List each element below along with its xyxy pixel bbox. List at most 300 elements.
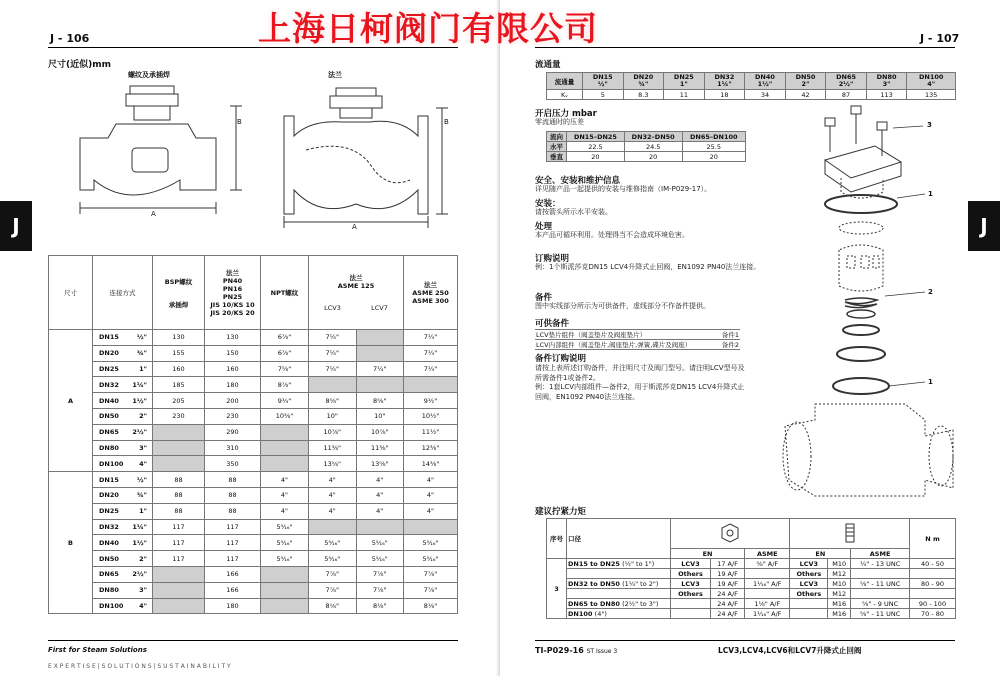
install-title: 安装： [535, 199, 561, 209]
footer-rule [48, 640, 458, 641]
dims-cell-size: DN25 1" [93, 361, 153, 377]
flow-row-label: 流通量 [547, 73, 583, 90]
th-lcv7: LCV7 [371, 304, 388, 312]
dims-cell: 11⅜" [309, 440, 357, 456]
th-asme-2: ASME [851, 549, 910, 559]
dims-cell: 117 [205, 519, 261, 535]
dims-cell: 10⅞" [356, 424, 404, 440]
dims-cell: 4" [309, 472, 357, 488]
torque-size [567, 589, 671, 599]
torque-cell: Others [790, 589, 828, 599]
dims-row [49, 472, 458, 488]
torque-size [567, 569, 671, 579]
spares-order-text: 请按上表所述订购备件，并注明尺寸及阀门型号。请注明LCV型号及所需备件1或备件2。 [535, 364, 745, 382]
torque-cell [910, 569, 956, 579]
page-number-left: J - 106 [50, 32, 90, 45]
dims-cell: 205 [153, 393, 205, 409]
torque-cell [790, 599, 828, 609]
flow-title: 流通量 [535, 60, 561, 70]
torque-cell: M16 [828, 609, 851, 619]
dims-cell: 88 [205, 472, 261, 488]
dims-cell [309, 377, 357, 393]
open-cell: 25.5 [682, 142, 745, 152]
torque-row [547, 579, 956, 589]
torque-cell: ⅝" - 11 UNC [851, 579, 910, 589]
dims-cell: 117 [153, 551, 205, 567]
dims-cell-size: DN100 4" [93, 598, 153, 614]
dims-cell: 290 [205, 424, 261, 440]
th-en-2: EN [790, 549, 851, 559]
footer-code: TI-P029-16 ST Issue 3 [535, 646, 618, 655]
spares-text: 图中实线部分所示为可供备件，虚线部分不作备件提供。 [535, 302, 710, 310]
dims-cell: 5⁵⁄₁₆" [261, 551, 309, 567]
open-head-cell: DN32–DN50 [624, 132, 682, 142]
dims-cell [261, 440, 309, 456]
th-bsp: BSP螺纹 承插焊 [153, 256, 205, 330]
dims-row [49, 393, 458, 409]
dims-cell-size: DN20 ¾" [93, 345, 153, 361]
kv-cell: 34 [745, 90, 786, 100]
flow-size-cell: DN80 3" [866, 73, 907, 90]
dim-b-label-1: B [237, 118, 242, 126]
dims-cell: 4" [309, 487, 357, 503]
dims-cell: 185 [153, 377, 205, 393]
flow-size-cell: DN50 2" [785, 73, 826, 90]
kv-label: Kᵥ [547, 90, 583, 100]
kv-cell: 113 [866, 90, 907, 100]
dims-cell: 7¼" [309, 361, 357, 377]
disposal-text: 本产品可循环利用。处理得当不会造成环境危害。 [535, 231, 689, 239]
dims-cell: 5⁵⁄₁₆" [404, 551, 458, 567]
dims-cell-size: DN80 3" [93, 440, 153, 456]
dims-cell: 8⅛" [356, 598, 404, 614]
dims-cell: 13⅝" [356, 456, 404, 472]
torque-cell [851, 569, 910, 579]
dims-cell: 130 [153, 330, 205, 346]
dims-cell: 117 [205, 535, 261, 551]
th-nm: N m [910, 519, 956, 559]
section-tab-left: J [0, 201, 32, 251]
torque-size: DN100 (4") [567, 609, 671, 619]
dims-cell: 4" [356, 487, 404, 503]
dims-cell: 88 [205, 503, 261, 519]
kv-cell: 5 [583, 90, 624, 100]
dims-row [49, 440, 458, 456]
torque-cell: 1¹⁄₁₆" A/F [745, 609, 790, 619]
dims-cell-size: DN65 2½" [93, 424, 153, 440]
dims-row [49, 566, 458, 582]
dims-cell-size: DN40 1½" [93, 393, 153, 409]
torque-cell: M12 [828, 589, 851, 599]
dims-cell: 310 [205, 440, 261, 456]
dims-cell: 155 [153, 345, 205, 361]
flow-size-cell: DN32 1¼" [704, 73, 745, 90]
dims-cell: 5⁵⁄₁₆" [261, 519, 309, 535]
spare-row-2-desc: LCV内部组件（阀盖垫片,阀座垫片,弹簧,碟片及阀座） [535, 340, 718, 350]
torque-row [547, 609, 956, 619]
callout-2: 2 [928, 288, 933, 296]
right-page [500, 0, 1000, 676]
dims-cell: 11⅜" [356, 440, 404, 456]
dims-cell-size: DN15 ½" [93, 330, 153, 346]
dims-row [49, 598, 458, 614]
dims-cell [153, 440, 205, 456]
kv-cell: 18 [704, 90, 745, 100]
th-nut-icon-cell [671, 519, 790, 549]
page-number-right: J - 107 [920, 32, 960, 45]
torque-cell: 17 A/F [711, 559, 745, 569]
dims-row [49, 503, 458, 519]
torque-cell: LCV3 [671, 579, 711, 589]
torque-cell: LCV3 [671, 559, 711, 569]
dims-cell: 10" [309, 408, 357, 424]
dims-cell: 5⁵⁄₁₆" [404, 535, 458, 551]
torque-cell: Others [671, 569, 711, 579]
dims-cell: 8⅝" [356, 393, 404, 409]
dims-cell [404, 377, 458, 393]
dims-cell: 7¼" [309, 345, 357, 361]
callout-3: 3 [927, 121, 932, 129]
dims-cell: 12⅜" [404, 440, 458, 456]
dims-cell: 4" [356, 472, 404, 488]
dims-cell: 88 [153, 487, 205, 503]
torque-item: 3 [547, 559, 567, 619]
torque-cell: M10 [828, 559, 851, 569]
flow-size-cell: DN65 2½" [826, 73, 867, 90]
torque-row [547, 599, 956, 609]
torque-cell [910, 589, 956, 599]
torque-cell: M16 [828, 599, 851, 609]
dims-cell: 4" [309, 503, 357, 519]
dims-cell: 10½" [404, 408, 458, 424]
torque-size: DN15 to DN25 (½" to 1") [567, 559, 671, 569]
dims-cell: 160 [205, 361, 261, 377]
th-asme125: 法兰 ASME 125 LCV3 LCV7 [309, 256, 404, 330]
dims-cell: 8⅛" [309, 598, 357, 614]
open-pressure-title: 开启压力 mbar [535, 109, 597, 119]
dims-cell: 7¼" [404, 345, 458, 361]
dims-cell: 150 [205, 345, 261, 361]
dims-row [49, 582, 458, 598]
footer-product: LCV3,LCV4,LCV6和LCV7升降式止回阀 [718, 646, 862, 655]
dims-cell [261, 456, 309, 472]
dims-cell: 5⁵⁄₁₆" [309, 551, 357, 567]
torque-cell [745, 589, 790, 599]
spares-order-example: 例：1套LCV内部组件—备件2，用于斯派莎克DN15 LCV4升降式止回阀，EN1092 PN40法兰连接。 [535, 383, 745, 401]
dims-cell: 4" [404, 472, 458, 488]
spares-order-title: 备件订购说明 [535, 354, 587, 364]
dims-cell: 4" [404, 487, 458, 503]
spares-title: 备件 [535, 293, 553, 303]
torque-cell: Others [671, 589, 711, 599]
open-cell: 水平 [547, 142, 567, 152]
drawing-label-flanged: 法兰 [328, 71, 342, 79]
dims-cell [261, 566, 309, 582]
header-rule-right [535, 47, 955, 48]
open-head-cell: 流向 [547, 132, 567, 142]
dims-cell-size: DN32 1¼" [93, 377, 153, 393]
flow-size-cell: DN15 ½" [583, 73, 624, 90]
torque-cell: M10 [828, 579, 851, 589]
torque-cell: 1¹⁄₁₆" A/F [745, 579, 790, 589]
th-flange: 法兰 PN40 PN16 PN25 JIS 10/KS 10 JIS 20/KS 20 [205, 256, 261, 330]
torque-size: DN65 to DN80 (2½" to 3") [567, 599, 671, 609]
dims-cell: 7⅞" [404, 566, 458, 582]
torque-cell: M12 [828, 569, 851, 579]
dims-cell-size: DN50 2" [93, 408, 153, 424]
dims-cell [153, 598, 205, 614]
torque-table [546, 518, 956, 619]
torque-row [547, 559, 956, 569]
flow-size-cell: DN20 ¾" [623, 73, 664, 90]
dims-cell [261, 582, 309, 598]
dims-cell: 7⅞" [356, 582, 404, 598]
dims-row [49, 361, 458, 377]
dimensions-table [48, 255, 458, 614]
torque-row [547, 589, 956, 599]
dims-cell: 230 [153, 408, 205, 424]
th-connection: 连接方式 [93, 256, 153, 330]
dims-cell: 180 [205, 377, 261, 393]
dims-cell: 8⅛" [404, 598, 458, 614]
open-cell: 20 [567, 152, 625, 162]
dims-cell: 7¼" [404, 361, 458, 377]
th-size: 尺寸 [49, 256, 93, 330]
torque-cell: ⅝" - 11 UNC [851, 609, 910, 619]
spare-row-2-id: 备件2 [718, 340, 740, 350]
dims-cell: 10⅞" [309, 424, 357, 440]
th-lcv3: LCV3 [324, 304, 341, 312]
dims-cell: 7¼" [404, 330, 458, 346]
dims-cell [356, 377, 404, 393]
torque-size: DN32 to DN50 (1¼" to 2") [567, 579, 671, 589]
dims-cell: 117 [153, 519, 205, 535]
torque-cell: 24 A/F [711, 589, 745, 599]
torque-cell: LCV3 [790, 579, 828, 589]
torque-title: 建议拧紧力矩 [535, 507, 587, 517]
spare-row-1-desc: LCV垫片组件（阀盖垫片及阀座垫片） [535, 330, 718, 340]
dims-cell: 7¼" [309, 330, 357, 346]
dims-row [49, 408, 458, 424]
dims-cell: 7⅞" [309, 582, 357, 598]
dims-row [49, 424, 458, 440]
torque-cell: 24 A/F [711, 609, 745, 619]
th-en-1: EN [671, 549, 745, 559]
drawing-label-screwed: 螺纹及承插焊 [128, 71, 170, 79]
torque-cell [671, 599, 711, 609]
open-head-cell: DN15–DN25 [567, 132, 625, 142]
open-cell: 24.5 [624, 142, 682, 152]
dims-cell: 5⁵⁄₁₆" [356, 535, 404, 551]
dims-cell [153, 566, 205, 582]
torque-cell: 1⅛" A/F [745, 599, 790, 609]
torque-cell: Others [790, 569, 828, 579]
th-item: 序号 [547, 519, 567, 559]
th-asme250: 法兰 ASME 250 ASME 300 [404, 256, 458, 330]
kv-cell: 8.3 [623, 90, 664, 100]
dims-cell-size: DN15 ½" [93, 472, 153, 488]
dims-cell-size: DN50 2" [93, 551, 153, 567]
torque-cell: ¼" - 13 UNC [851, 559, 910, 569]
kv-cell: 87 [826, 90, 867, 100]
dims-cell: 88 [153, 472, 205, 488]
dims-cell: 88 [205, 487, 261, 503]
exploded-valve-drawing [775, 100, 965, 500]
dims-cell-size: DN65 2½" [93, 566, 153, 582]
callout-1a: 1 [928, 190, 933, 198]
dims-cell: 5⁵⁄₁₆" [261, 535, 309, 551]
torque-cell: ⁵⁄₈" A/F [745, 559, 790, 569]
torque-cell [851, 589, 910, 599]
callout-1b: 1 [928, 378, 933, 386]
torque-cell: 40 - 50 [910, 559, 956, 569]
dims-cell-size: DN100 4" [93, 456, 153, 472]
dims-cell: 230 [205, 408, 261, 424]
dims-cell [356, 345, 404, 361]
valve-dimension-drawings [70, 80, 460, 230]
dims-cell: 6⅞" [261, 330, 309, 346]
dims-row [49, 519, 458, 535]
dims-cell-size: DN32 1¼" [93, 519, 153, 535]
torque-cell [671, 609, 711, 619]
flow-table [546, 72, 956, 100]
flow-size-cell: DN100 4" [907, 73, 956, 90]
dims-cell [153, 424, 205, 440]
safety-title: 安全、安装和维护信息 [535, 176, 621, 186]
disposal-title: 处理 [535, 222, 553, 232]
dims-cell: 180 [205, 598, 261, 614]
footer-rule-right [535, 640, 955, 641]
dims-cell [261, 424, 309, 440]
torque-cell: 70 - 80 [910, 609, 956, 619]
dims-cell: 7⅞" [404, 582, 458, 598]
dims-cell: 130 [205, 330, 261, 346]
dims-cell: 5⁵⁄₁₆" [356, 551, 404, 567]
th-stud-icon-cell [790, 519, 910, 549]
torque-cell: ⅝" - 9 UNC [851, 599, 910, 609]
dims-cell-size: DN25 1" [93, 503, 153, 519]
dims-cell: 7⅞" [356, 566, 404, 582]
dims-row [49, 535, 458, 551]
open-pressure-table [546, 131, 746, 162]
dims-cell: 4" [261, 503, 309, 519]
section-tab-right: J [968, 201, 1000, 251]
dims-cell [404, 519, 458, 535]
open-cell: 20 [624, 152, 682, 162]
dims-cell-size: DN40 1½" [93, 535, 153, 551]
dims-cell: 14⅜" [404, 456, 458, 472]
nut-icon [720, 522, 740, 544]
dims-cell: 10⅜" [261, 408, 309, 424]
dims-row [49, 377, 458, 393]
torque-cell: 19 A/F [711, 569, 745, 579]
available-spares-title: 可供备件 [535, 319, 570, 329]
dims-row [49, 345, 458, 361]
dims-cell-size: DN80 3" [93, 582, 153, 598]
dims-cell: 160 [153, 361, 205, 377]
dims-cell: 4" [261, 472, 309, 488]
dims-title: 尺寸(近似)mm [48, 60, 111, 70]
footer-slogan: First for Steam Solutions [48, 646, 147, 654]
kv-cell: 135 [907, 90, 956, 100]
dims-cell: 350 [205, 456, 261, 472]
dim-a-label-1: A [151, 210, 156, 218]
torque-row [547, 569, 956, 579]
available-spares-table [535, 329, 740, 350]
company-banner: 上海日柯阀门有限公司 [258, 9, 598, 48]
torque-cell: LCV3 [790, 559, 828, 569]
dims-cell: 166 [205, 566, 261, 582]
open-cell: 垂直 [547, 152, 567, 162]
dims-cell [356, 519, 404, 535]
dims-cell: 117 [153, 535, 205, 551]
open-head-cell: DN65–DN100 [682, 132, 745, 142]
dims-cell: 7⅞" [309, 566, 357, 582]
dims-cell: 166 [205, 582, 261, 598]
install-text: 请按箭头所示水平安装。 [535, 208, 612, 216]
ordering-text: 例：1个斯派莎克DN15 LCV4升降式止回阀，EN1092 PN40法兰连接。 [535, 263, 761, 271]
safety-text: 详见随产品一起提供的安装与维修指南（IM-P029-17）。 [535, 185, 712, 193]
dims-cell: 4" [261, 487, 309, 503]
dims-cell: 8⅝" [309, 393, 357, 409]
dims-cell [309, 519, 357, 535]
open-cell: 20 [682, 152, 745, 162]
th-size: 口径 [567, 519, 671, 559]
dim-b-label-2: B [444, 118, 449, 126]
dims-cell: 8⅞" [261, 377, 309, 393]
dims-cell: 4" [404, 503, 458, 519]
dims-row [49, 487, 458, 503]
dim-a-label-2: A [352, 223, 357, 231]
open-pressure-sub: 零流通时的压差 [535, 118, 584, 126]
dims-cell: 200 [205, 393, 261, 409]
open-cell: 22.5 [567, 142, 625, 152]
dims-cell: 5⁵⁄₁₆" [309, 535, 357, 551]
torque-cell: 19 A/F [711, 579, 745, 589]
flow-size-cell: DN25 1" [664, 73, 705, 90]
dims-cell: 10" [356, 408, 404, 424]
dims-cell: 13⅝" [309, 456, 357, 472]
dims-cell [261, 598, 309, 614]
th-npt: NPT螺纹 [261, 256, 309, 330]
dims-cell [153, 582, 205, 598]
dims-row [49, 456, 458, 472]
kv-cell: 42 [785, 90, 826, 100]
dims-row [49, 551, 458, 567]
dims-cell [356, 330, 404, 346]
torque-cell: 80 - 90 [910, 579, 956, 589]
dims-cell: 4" [356, 503, 404, 519]
torque-cell [745, 569, 790, 579]
kv-cell: 11 [664, 90, 705, 100]
stud-icon [843, 522, 857, 544]
group-label: B [49, 472, 93, 614]
dims-cell: 88 [153, 503, 205, 519]
dims-cell: 9½" [404, 393, 458, 409]
dims-cell: 11½" [404, 424, 458, 440]
dims-cell: 9¾" [261, 393, 309, 409]
footer-values: E X P E R T I S E | S O L U T I O N S | S U S T A I N A B I L I T Y [48, 663, 231, 670]
spare-row-1-id: 备件1 [718, 330, 740, 340]
flow-size-cell: DN40 1½" [745, 73, 786, 90]
dims-cell: 7¼" [356, 361, 404, 377]
ordering-title: 订购说明 [535, 254, 570, 264]
th-asme-1: ASME [745, 549, 790, 559]
dims-row [49, 330, 458, 346]
dims-cell: 7⅝" [261, 361, 309, 377]
dims-cell [153, 456, 205, 472]
torque-cell: 24 A/F [711, 599, 745, 609]
